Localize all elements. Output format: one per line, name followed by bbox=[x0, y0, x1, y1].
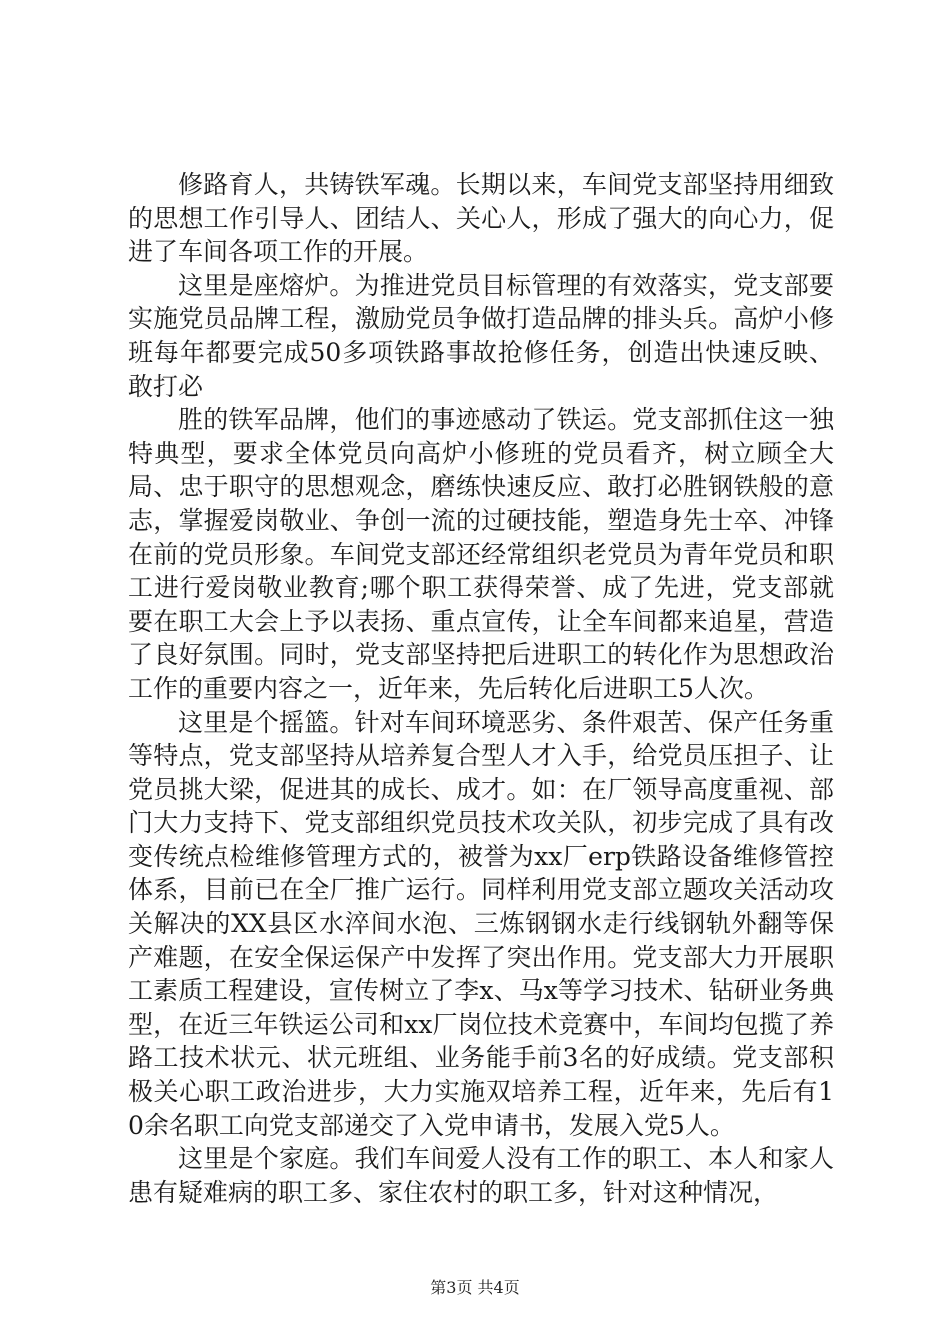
paragraph-3: 胜的铁军品牌，他们的事迹感动了铁运。党支部抓住这一独特典型，要求全体党员向高炉小修班的党员看齐，树立顾全大局、忠于职守的思想观念，磨练快速反应、敢打必胜钢铁般的意志，掌握爱岗敬业、争创一流的过硬技能，塑造身先士卒、冲锋在前的党员形象。车间党支部还经常组织老党员为青年党员和职工进行爱岗敬业教育;哪个职工获得荣誉、成了先进，党支部就要在职工大会上予以表扬、重点宣传，让全车间都来追星，营造了良好氛围。同时，党支部坚持把后进职工的转化作为思想政治工作的重要内容之一，近年来，先后转化后进职工5人次。 bbox=[128, 405, 834, 703]
paragraph-1: 修路育人，共铸铁军魂。长期以来，车间党支部坚持用细致的思想工作引导人、团结人、关心人，形成了强大的向心力，促进了车间各项工作的开展。 bbox=[128, 170, 834, 267]
page-number-footer: 第3页 共4页 bbox=[430, 1278, 520, 1297]
paragraph-2: 这里是座熔炉。为推进党员目标管理的有效落实，党支部要实施党员品牌工程，激励党员争做打造品牌的排头兵。高炉小修班每年都要完成50多项铁路事故抢修任务，创造出快速反映、敢打必 bbox=[128, 270, 834, 401]
paragraph-4: 这里是个摇篮。针对车间环境恶劣、条件艰苦、保产任务重等特点，党支部坚持从培养复合型人才入手，给党员压担子、让党员挑大梁，促进其的成长、成才。如：在厂领导高度重视、部门大力支持下、党支部组织党员技术攻关队，初步完成了具有改变传统点检维修管理方式的，被誉为xx厂erp铁路设备维修管控体系，目前已在全厂推广运行。同样利用党支部立题攻关活动攻关解决的XX县区水淬间水泡、三炼钢钢水走行线钢轨外翻等保产难题，在安全保运保产中发挥了突出作用。党支部大力开展职工素质工程建设，宣传树立了李x、马x等学习技术、钻研业务典型，在近三年铁运公司和xx厂岗位技术竞赛中，车间均包揽了养路工技术状元、状元班组、业务能手前3名的好成绩。党支部积极关心职工政治进步，大力实施双培养工程，近年来，先后有10余名职工向党支部递交了入党申请书，发展入党5人。 bbox=[128, 707, 834, 1140]
paragraph-5: 这里是个家庭。我们车间爱人没有工作的职工、本人和家人患有疑难病的职工多、家住农村的职工多，针对这种情况， bbox=[128, 1144, 834, 1207]
document-body bbox=[128, 168, 834, 1209]
